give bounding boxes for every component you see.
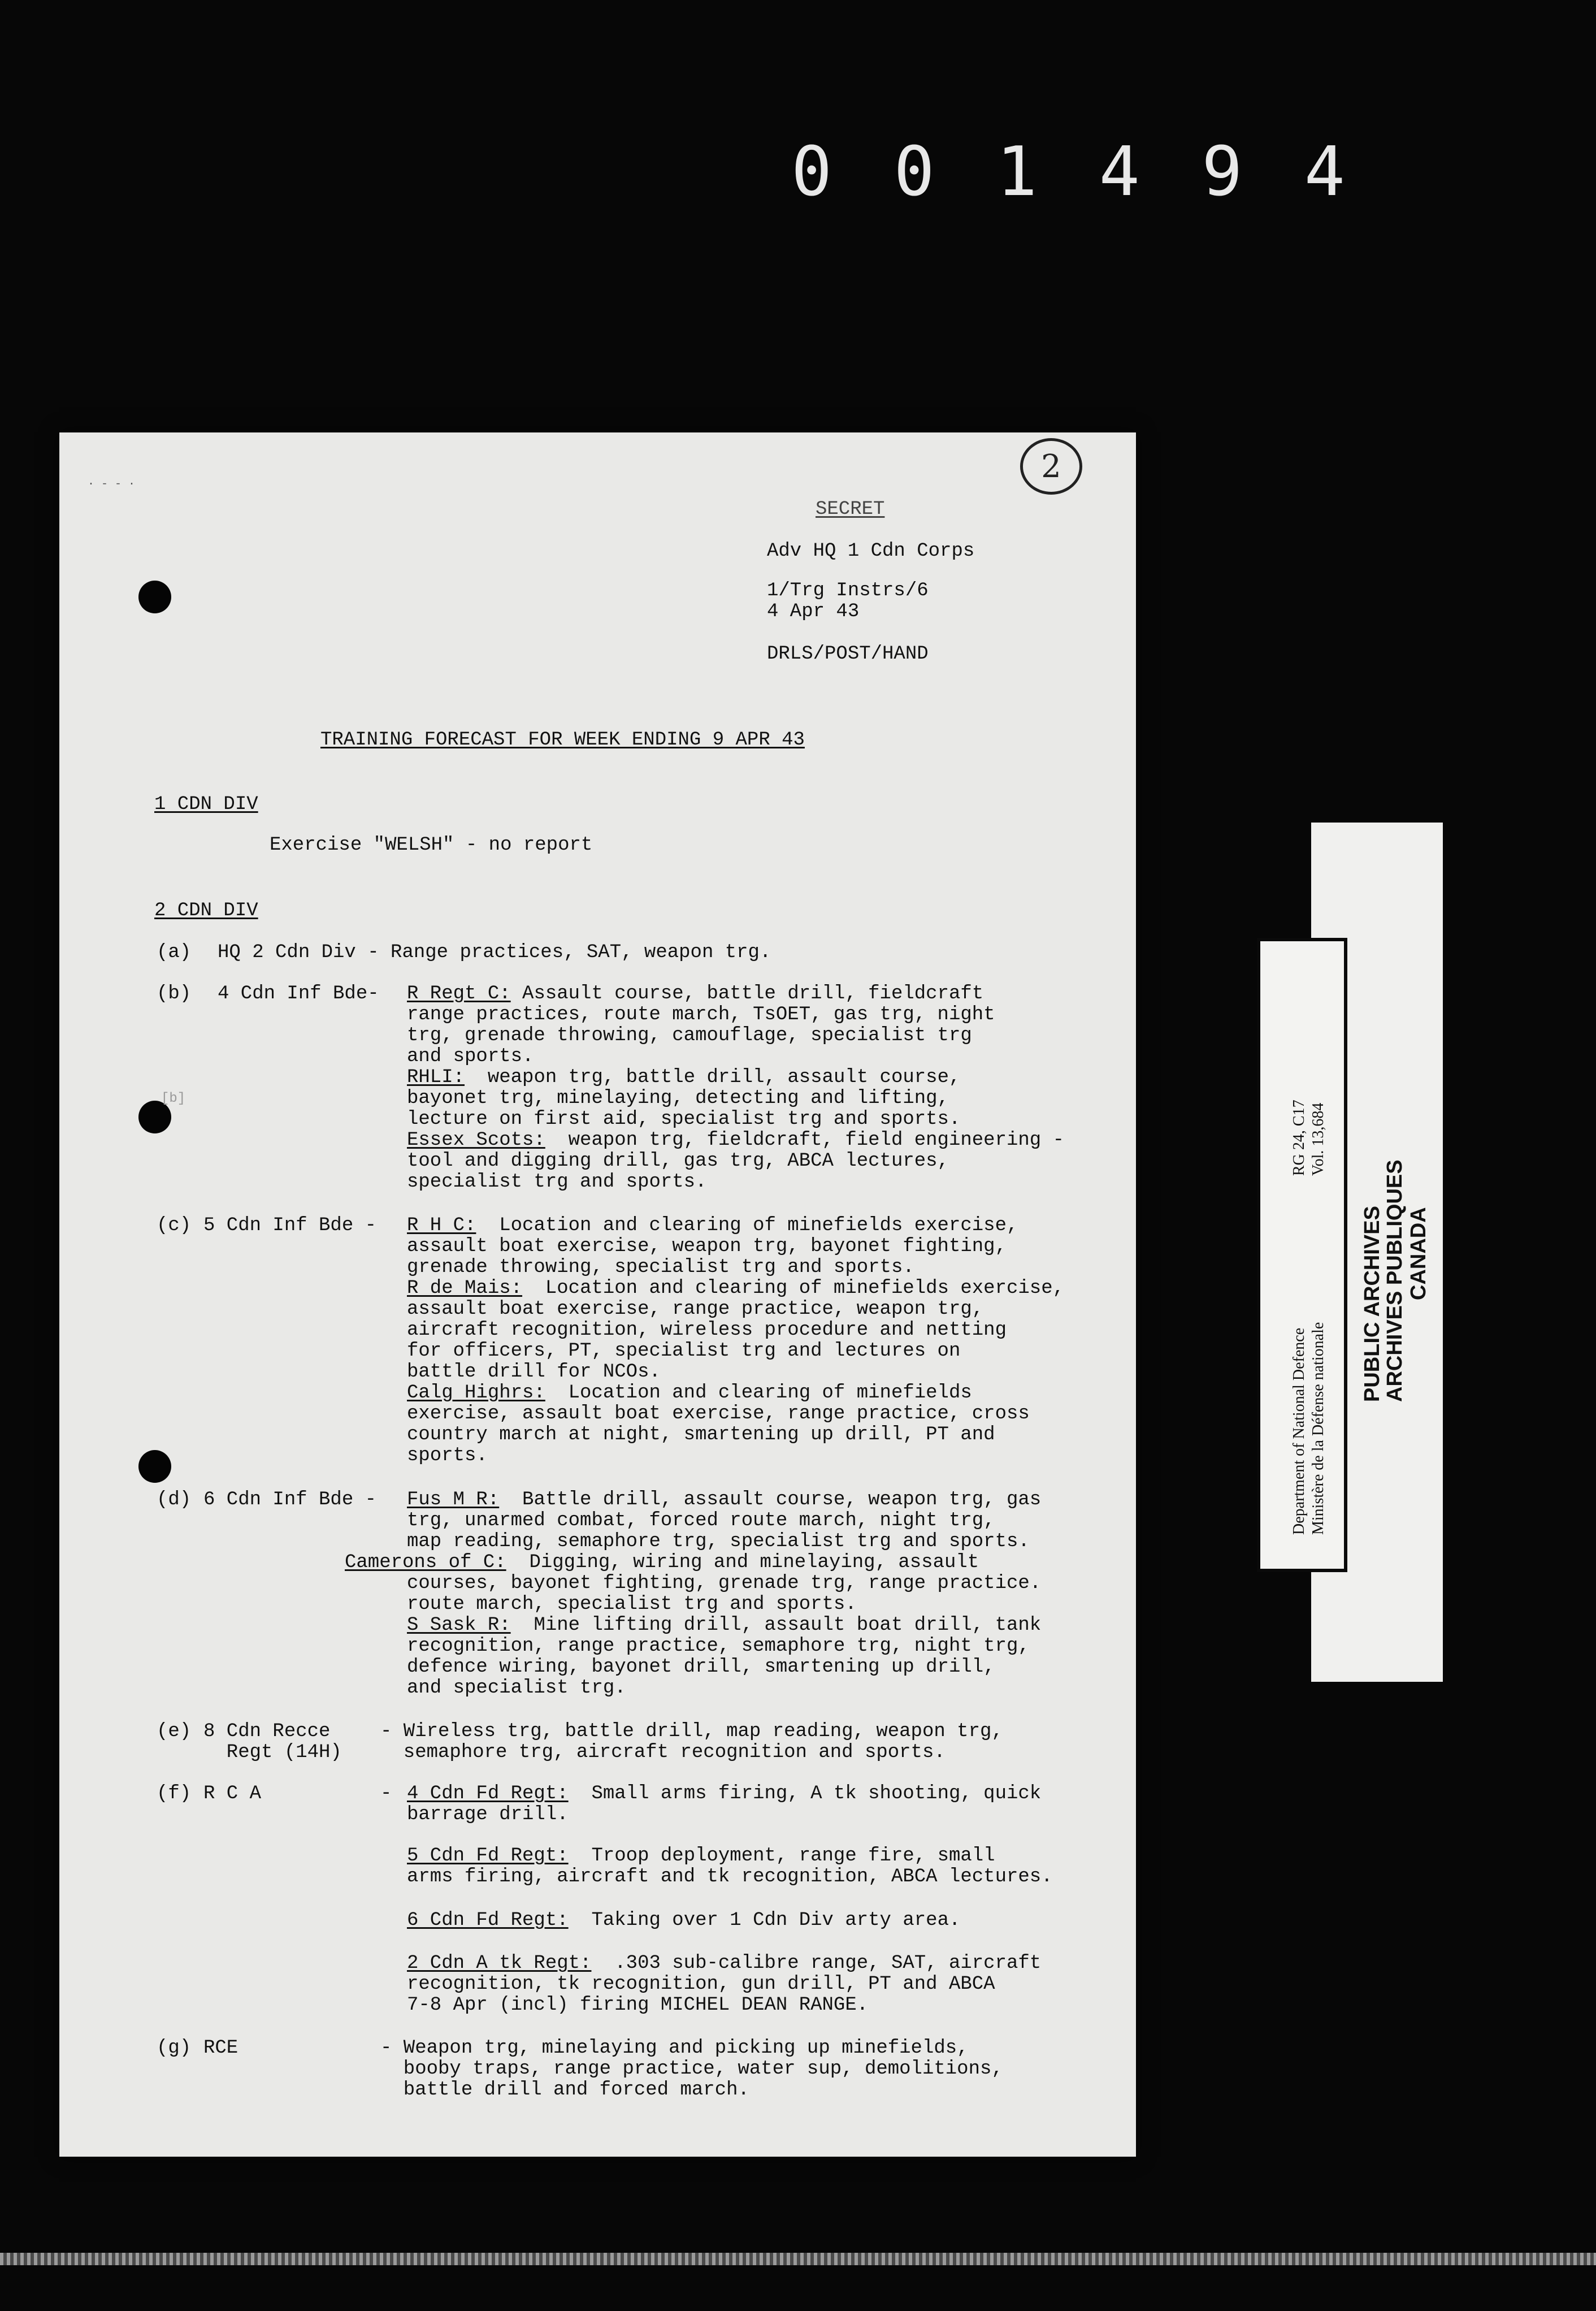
- record-group: RG 24, C17: [1290, 1100, 1308, 1176]
- regiment-text: weapon trg, fieldcraft, field engineering -: [545, 1129, 1064, 1151]
- regiment-text: Mine lifting drill, assault boat drill, tank: [510, 1615, 1042, 1636]
- regiment-name: Camerons of C:: [345, 1552, 506, 1573]
- item-label: (b): [157, 983, 192, 1005]
- film-edge: [0, 2253, 1596, 2265]
- regiment-name: 4 Cdn Fd Regt:: [407, 1783, 569, 1804]
- regiment-text: trg, unarmed combat, forced route march, night trg, map reading, semaphore trg, specialist trg and sports.: [407, 1510, 1030, 1552]
- reference: 1/Trg Instrs/6: [767, 580, 929, 601]
- item-text: - Weapon trg, minelaying and picking up minefields, booby traps, range practice, water sup, demolitions, battle drill and forced march.: [380, 2037, 1003, 2101]
- document-page: [59, 432, 1136, 2157]
- regiment-name: R H C:: [407, 1215, 476, 1236]
- regiment-text: assault boat exercise, range practice, weapon trg, aircraft recognition, wireless procedure and netting for officers, PT, specialist trg and lectures on battle drill for NCOs.: [407, 1299, 1007, 1383]
- document-date: 4 Apr 43: [767, 601, 860, 622]
- classification: SECRET: [816, 499, 885, 520]
- dash: -: [380, 1783, 392, 1804]
- public-archives-title: [1361, 1159, 1406, 1402]
- archive-department: [1290, 1322, 1328, 1535]
- regiment-text: barrage drill.: [407, 1804, 569, 1825]
- regiment-text: arms firing, aircraft and tk recognition, ABCA lectures.: [407, 1866, 1053, 1888]
- regiment-name: Fus M R:: [407, 1489, 500, 1511]
- unit-name: 6 Cdn Inf Bde -: [203, 1489, 377, 1511]
- archives-en: PUBLIC ARCHIVES: [1360, 1206, 1384, 1402]
- unit-name: R C A: [203, 1783, 262, 1804]
- regiment-text: tool and digging drill, gas trg, ABCA lectures, specialist trg and sports.: [407, 1150, 949, 1193]
- item-label: (f): [157, 1783, 192, 1804]
- regiment-text: exercise, assault boat exercise, range practice, cross country march at night, smartening up drill, PT and sports.: [407, 1403, 1030, 1466]
- department-en: Department of National Defence: [1290, 1327, 1308, 1535]
- punch-hole-icon: [138, 1450, 171, 1483]
- regiment-text: range practices, route march, TsOET, gas trg, night trg, grenade throwing, camouflage, specialist trg and sports.: [407, 1004, 995, 1067]
- item-label: (a): [157, 942, 192, 963]
- section-text: Exercise "WELSH" - no report: [270, 834, 593, 856]
- regiment-text: Assault course, battle drill, fieldcraft: [510, 983, 984, 1005]
- regiment-text: .303 sub-calibre range, SAT, aircraft: [591, 1953, 1042, 1974]
- document-title: TRAINING FORECAST FOR WEEK ENDING 9 APR 43: [320, 729, 805, 751]
- regiment-text: Location and clearing of minefields exercise,: [476, 1215, 1018, 1236]
- regiment-text: Troop deployment, range fire, small: [568, 1845, 995, 1867]
- volume: Vol. 13,684: [1309, 1102, 1327, 1176]
- regiment-name: Essex Scots:: [407, 1129, 545, 1151]
- regiment-text: courses, bayonet fighting, grenade trg, range practice. route march, specialist trg and sports.: [407, 1573, 1042, 1615]
- unit-name: RCE: [203, 2037, 238, 2059]
- regiment-name: Calg Highrs:: [407, 1382, 545, 1404]
- regiment-name: 6 Cdn Fd Regt:: [407, 1910, 569, 1931]
- item-label: (g): [157, 2037, 192, 2059]
- department-fr: Ministère de la Défense nationale: [1309, 1322, 1327, 1535]
- delivery-method: DRLS/POST/HAND: [767, 643, 929, 665]
- frame-digit: 9: [1202, 133, 1243, 211]
- regiment-name: 5 Cdn Fd Regt:: [407, 1845, 569, 1867]
- section-heading-2-cdn-div: 2 CDN DIV: [154, 900, 258, 921]
- frame-digit: 0: [791, 133, 832, 211]
- scan-mark: · - - ·: [88, 478, 136, 491]
- stray-mark: [b]: [161, 1091, 186, 1106]
- regiment-text: assault boat exercise, weapon trg, bayonet fighting, grenade throwing, specialist trg and sports.: [407, 1236, 1007, 1278]
- frame-digit: 1: [996, 133, 1038, 211]
- regiment-text: bayonet trg, minelaying, detecting and lifting, lecture on first aid, specialist trg and sports.: [407, 1088, 961, 1130]
- item-text: HQ 2 Cdn Div - Range practices, SAT, weapon trg.: [218, 942, 771, 963]
- unit-name: 5 Cdn Inf Bde -: [203, 1215, 377, 1236]
- headquarters: Adv HQ 1 Cdn Corps: [767, 540, 975, 562]
- regiment-text: Digging, wiring and minelaying, assault: [506, 1552, 979, 1573]
- circled-page-number: 2: [1020, 438, 1082, 495]
- frame-number: [791, 133, 1345, 211]
- regiment-name: R de Mais:: [407, 1278, 523, 1299]
- frame-digit: 4: [1304, 133, 1345, 211]
- unit-name: 4 Cdn Inf Bde-: [218, 983, 379, 1005]
- regiment-name: S Sask R:: [407, 1615, 511, 1636]
- regiment-text: Location and clearing of minefields: [545, 1382, 972, 1404]
- regiment-text: Location and clearing of minefields exercise,: [522, 1278, 1065, 1299]
- regiment-text: Small arms firing, A tk shooting, quick: [568, 1783, 1042, 1804]
- section-heading-1-cdn-div: 1 CDN DIV: [154, 794, 258, 815]
- frame-digit: 0: [894, 133, 935, 211]
- item-label: (d): [157, 1489, 192, 1511]
- regiment-text: Taking over 1 Cdn Div arty area.: [568, 1910, 961, 1931]
- regiment-name: R Regt C:: [407, 983, 511, 1005]
- regiment-name: 2 Cdn A tk Regt:: [407, 1953, 592, 1974]
- regiment-text: recognition, range practice, semaphore trg, night trg, defence wiring, bayonet drill, smartening up drill, and specialist trg.: [407, 1635, 1030, 1699]
- regiment-name: RHLI:: [407, 1067, 465, 1088]
- item-label: (e): [157, 1721, 192, 1742]
- archives-fr: ARCHIVES PUBLIQUES: [1383, 1159, 1407, 1402]
- archives-country: CANADA: [1407, 1207, 1430, 1300]
- item-text: - Wireless trg, battle drill, map reading, weapon trg, semaphore trg, aircraft recognition and sports.: [380, 1721, 1003, 1763]
- regiment-text: weapon trg, battle drill, assault course,: [465, 1067, 961, 1088]
- frame-digit: 4: [1099, 133, 1140, 211]
- item-label: (c): [157, 1215, 192, 1236]
- archive-reference: [1290, 1100, 1328, 1176]
- regiment-text: Battle drill, assault course, weapon trg, gas: [499, 1489, 1042, 1511]
- regiment-text: recognition, tk recognition, gun drill, PT and ABCA 7-8 Apr (incl) firing MICHEL DEAN RANGE.: [407, 1974, 995, 2016]
- punch-hole-icon: [138, 581, 171, 613]
- unit-name: 8 Cdn Recce Regt (14H): [203, 1721, 342, 1763]
